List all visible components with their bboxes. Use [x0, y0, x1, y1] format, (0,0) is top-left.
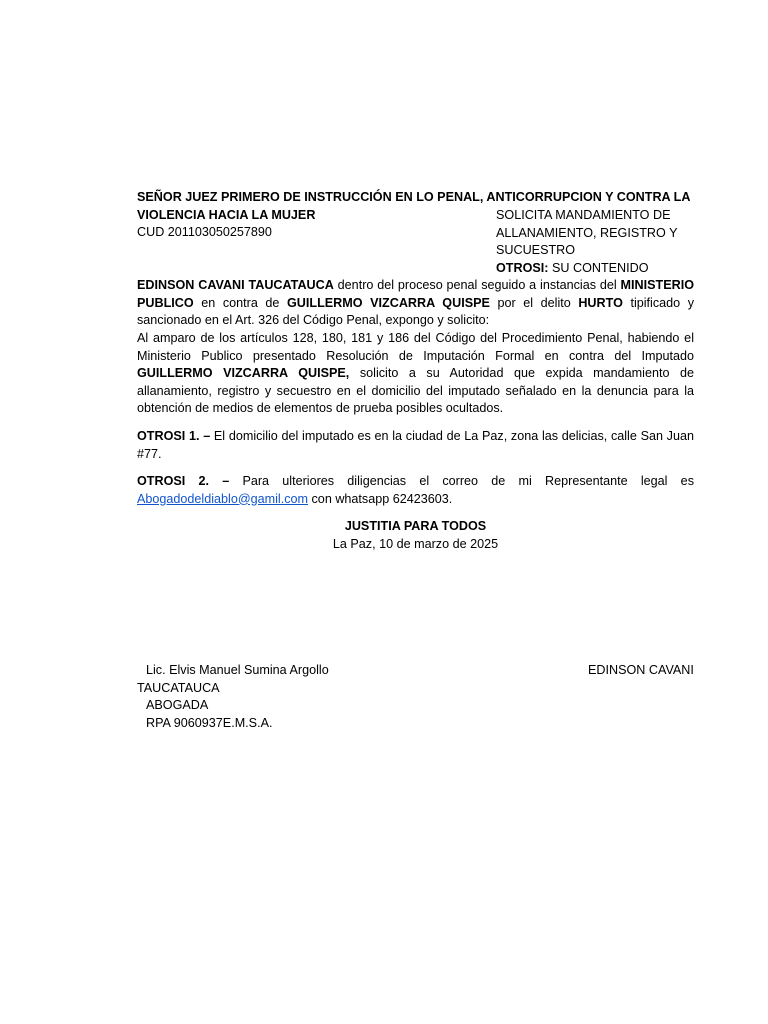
closing [137, 518, 694, 553]
sumilla [496, 207, 696, 277]
otrosi-2-label: OTROSI 2. – [137, 474, 230, 488]
intro-line-2 [137, 295, 694, 313]
body-line-4: allanamiento, registro y secuestro en el domicilio del imputado señalado en la denuncia para la [137, 383, 694, 398]
lawyer-rpa: RPA 9060937E.M.S.A. [146, 715, 273, 730]
otrosi-1-line-2: #77. [137, 446, 162, 461]
body-line-5: obtención de medios de elementos de prueba posibles ocultados. [137, 401, 504, 416]
intro-paragraph [137, 277, 694, 330]
court-line-2: VIOLENCIA HACIA LA MUJER [137, 207, 316, 222]
client-name-line-1: EDINSON CAVANI [588, 663, 694, 677]
sumilla-line-1: SOLICITA MANDAMIENTO DE [496, 208, 671, 222]
ministerio-word-1: MINISTERIO [620, 278, 694, 292]
cud-number: CUD 201103050257890 [137, 225, 272, 240]
client-name-line-2: TAUCATAUCA [137, 680, 220, 695]
body-paragraph [137, 330, 694, 418]
lawyer-title: ABOGADA [146, 698, 209, 713]
email-link[interactable]: Abogadodeldiablo@gamil.com [137, 491, 309, 506]
sumilla-line-2: ALLANAMIENTO, REGISTRO Y [496, 225, 678, 240]
body-line-3 [137, 365, 694, 383]
place-date: La Paz, 10 de marzo de 2025 [332, 536, 499, 551]
signature-names-row [137, 662, 694, 680]
otrosi-2-line-1 [137, 473, 694, 491]
sumilla-line-3: SUCUESTRO [496, 243, 576, 258]
lawyer-name: Lic. Elvis Manuel Sumina Argollo [146, 663, 329, 677]
sumilla-otrosi [496, 260, 696, 278]
court-line-1: SEÑOR JUEZ PRIMERO DE INSTRUCCIÓN EN LO PENAL, ANTICORRUPCION Y CONTRA LA [137, 190, 691, 204]
intro-line-3: sancionado en el Art. 326 del Código Penal, expongo y solicito: [137, 313, 490, 328]
intro-text-1: dentro del proceso penal seguido a instancias del [333, 278, 621, 292]
otrosi-2-text: Para ulteriores diligencias el correo de mi Representante legal es [229, 474, 694, 488]
motto: JUSTITIA PARA TODOS [344, 519, 487, 533]
otrosi-2-text-2: con whatsapp 62423603. [308, 491, 453, 506]
otrosi-2-paragraph [137, 473, 694, 508]
body-line-2: Ministerio Publico presentado Resolución de Imputación Formal en contra del Imputado [137, 348, 694, 363]
otrosi-1-line-1 [137, 428, 694, 446]
accused-name: GUILLERMO VIZCARRA QUISPE [287, 295, 490, 310]
intro-text-4: tipificado y [622, 295, 695, 310]
intro-text-2: en contra de [193, 295, 287, 310]
otrosi-1-paragraph [137, 428, 694, 463]
otrosi-2-line-2 [137, 491, 694, 509]
signature-block [137, 662, 694, 732]
intro-line-1 [137, 277, 694, 295]
intro-text-3: por el delito [489, 295, 579, 310]
sumilla-otrosi-text: SU CONTENIDO [548, 260, 649, 275]
body-line-3-rest: solicito a su Autoridad que expida mandamiento de [349, 366, 694, 381]
sumilla-otrosi-label: OTROSI: [496, 260, 549, 275]
otrosi-1-text: El domicilio del imputado es en la ciudad de La Paz, zona las delicias, calle San Juan [210, 429, 694, 443]
otrosi-1-label: OTROSI 1. – [137, 429, 211, 443]
ministerio-word-2: PUBLICO [137, 295, 194, 310]
body-line-1: Al amparo de los artículos 128, 180, 181 y 186 del Código del Procedimiento Penal, habiendo el [137, 331, 694, 345]
petitioner-name: EDINSON CAVANI TAUCATAUCA [137, 278, 334, 292]
body-accused-name: GUILLERMO VIZCARRA QUISPE, [137, 366, 350, 381]
crime-name: HURTO [578, 295, 623, 310]
